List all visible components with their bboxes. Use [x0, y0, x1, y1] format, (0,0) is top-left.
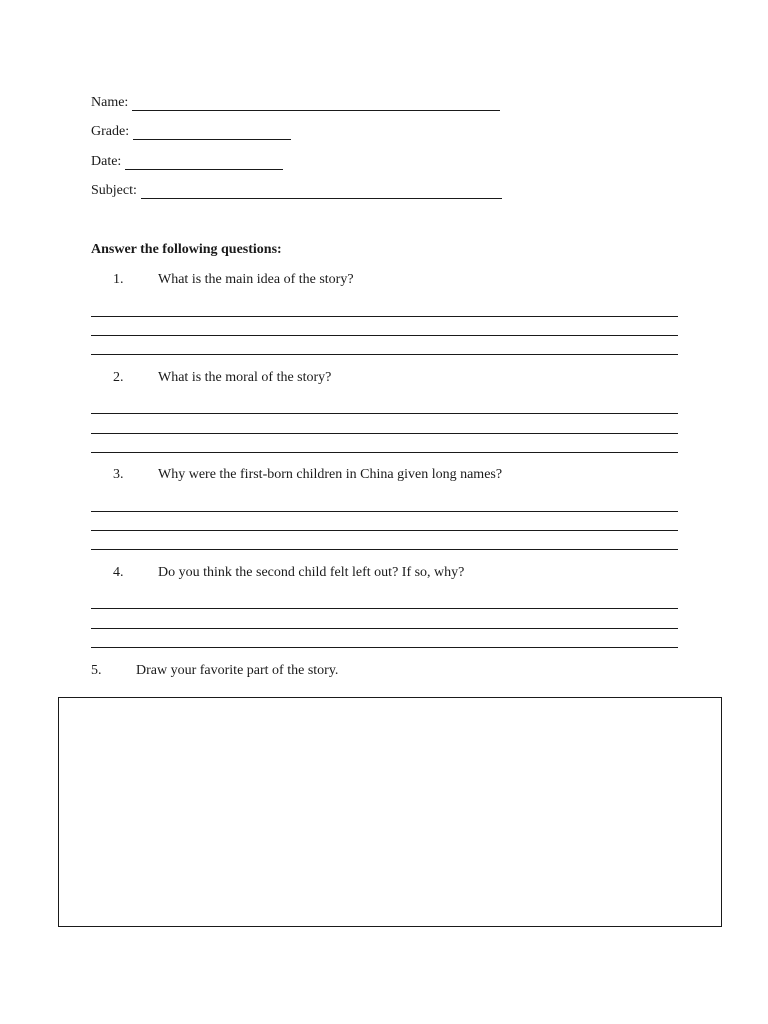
date-field-row: [91, 154, 283, 170]
drawing-box[interactable]: [58, 697, 722, 927]
question-number: 4.: [113, 565, 124, 580]
subject-input-line[interactable]: [141, 185, 502, 199]
answer-line[interactable]: [91, 511, 678, 512]
question-text: What is the main idea of the story?: [158, 272, 354, 287]
question-number: 2.: [113, 370, 124, 385]
date-label: Date:: [91, 154, 122, 169]
grade-input-line[interactable]: [133, 126, 291, 140]
grade-field-row: [91, 124, 291, 140]
question-text: Do you think the second child felt left out? If so, why?: [158, 565, 465, 580]
answer-line[interactable]: [91, 335, 678, 336]
question-number: 1.: [113, 272, 124, 287]
answer-line[interactable]: [91, 530, 678, 531]
name-field-row: [91, 95, 500, 111]
question-text: What is the moral of the story?: [158, 370, 332, 385]
name-input-line[interactable]: [132, 97, 500, 111]
date-input-line[interactable]: [125, 156, 283, 170]
name-label: Name:: [91, 95, 129, 110]
subject-field-row: [91, 183, 502, 199]
answer-line[interactable]: [91, 316, 678, 317]
answer-line[interactable]: [91, 628, 678, 629]
answer-line[interactable]: [91, 549, 678, 550]
question-text: Why were the first-born children in China given long names?: [158, 467, 503, 482]
answer-line[interactable]: [91, 354, 678, 355]
question-number: 3.: [113, 467, 124, 482]
answer-line[interactable]: [91, 413, 678, 414]
instructions-heading: Answer the following questions:: [91, 242, 282, 257]
answer-line[interactable]: [91, 608, 678, 609]
subject-label: Subject:: [91, 183, 137, 198]
grade-label: Grade:: [91, 124, 130, 139]
question-number: 5.: [91, 663, 102, 678]
answer-line[interactable]: [91, 433, 678, 434]
answer-line[interactable]: [91, 647, 678, 648]
question-text: Draw your favorite part of the story.: [136, 663, 339, 678]
answer-line[interactable]: [91, 452, 678, 453]
